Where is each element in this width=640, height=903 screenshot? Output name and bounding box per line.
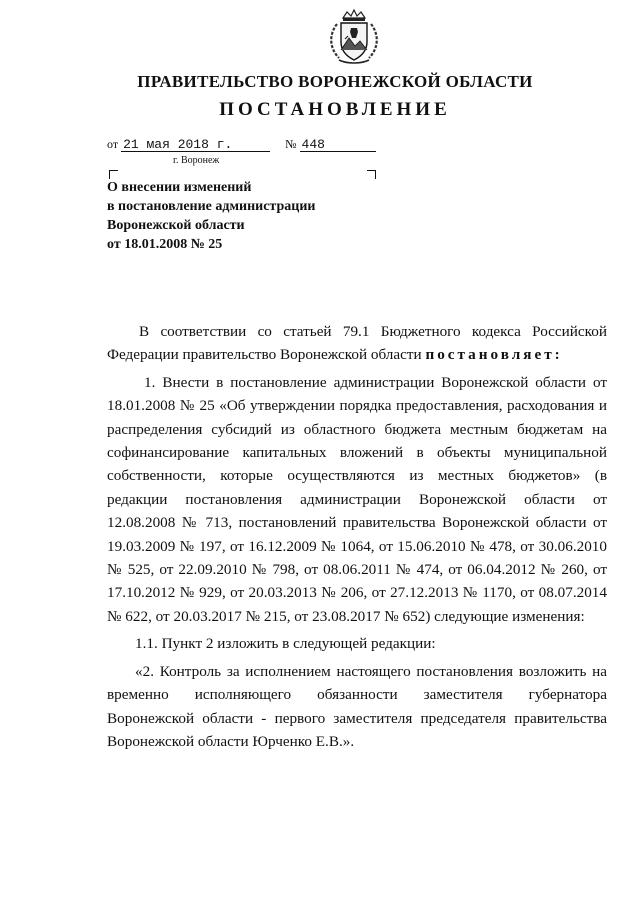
preamble-paragraph <box>107 320 607 367</box>
number-prefix: № <box>285 137 297 151</box>
decree-keyword: постановляет: <box>425 346 563 364</box>
document-type-title: ПОСТАНОВЛЕНИЕ <box>219 99 451 120</box>
document-subject <box>107 178 315 254</box>
date-number-row <box>107 137 376 152</box>
subject-line: в постановление администрации <box>107 199 316 214</box>
subject-bracket-right <box>367 170 376 179</box>
coat-of-arms-icon <box>325 8 383 66</box>
city-label: г. Воронеж <box>173 155 220 166</box>
item-1-1-paragraph: 1.1. Пункт 2 изложить в следующей редакции: <box>135 635 436 653</box>
subject-line: Воронежской области <box>107 218 245 233</box>
item-1-paragraph: 1. Внести в постановление администрации Воронежской области от 18.01.2008 № 25 «Об утверждении порядка предоставления, расходования и распределения субсидий из областного бюджета местным бюджетам на софинансирование капитальных вложений в объекты муниципальной собственности, которые осуществляются из местных бюджетов» (в редакции постановления администрации Воронежской области от 12.08.2008 № 713, постановлений правительства Воронежской области от 19.03.2009 № 197, от 16.12.2009 № 1064, от 15.06.2010 № 478, от 30.06.2010 № 525, от 22.09.2010 № 798, от 08.06.2011 № 474, от 06.04.2012 № 260, от 17.10.2012 № 929, от 20.03.2013 № 206, от 27.12.2013 № 1170, от 08.07.2014 № 622, от 20.03.2017 № 215, от 23.08.2017 № 652) следующие изменения: <box>107 373 607 625</box>
subject-line: О внесении изменений <box>107 180 252 195</box>
document-number: 448 <box>300 138 376 152</box>
subject-line: от 18.01.2008 № 25 <box>107 237 223 252</box>
date-prefix: от <box>107 137 119 151</box>
date-value: 21 мая 2018 г. <box>121 138 270 152</box>
document-body <box>107 320 607 757</box>
government-title: ПРАВИТЕЛЬСТВО ВОРОНЕЖСКОЙ ОБЛАСТИ <box>137 72 533 91</box>
preamble-text: В соответствии со статьей 79.1 Бюджетного кодекса Российской Федерации правительство Воронежской области <box>107 323 607 364</box>
item-2-quote-paragraph: «2. Контроль за исполнением настоящего постановления возложить на временно исполняющего обязанности заместителя губернатора Воронежской области - первого заместителя председателя правительства Воронежской области Юрченко Е.В.». <box>107 662 607 750</box>
